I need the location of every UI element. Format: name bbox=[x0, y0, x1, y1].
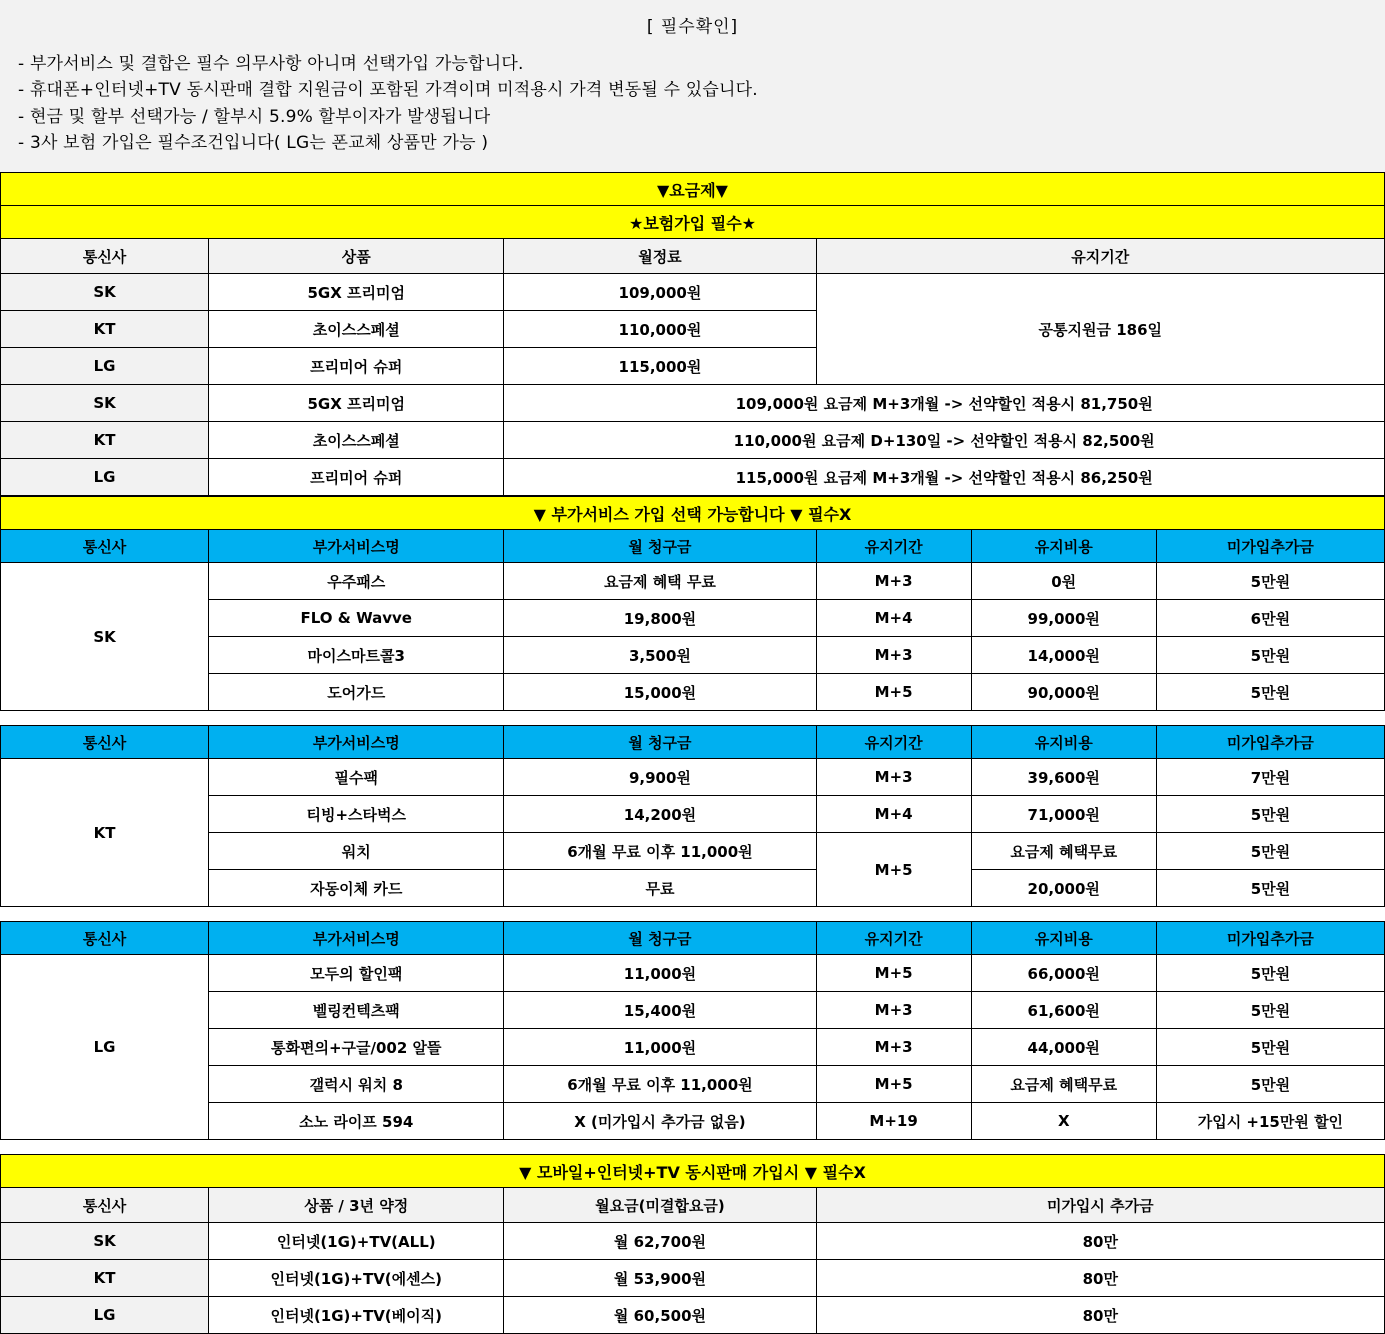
vas-cost: 71,000원 bbox=[971, 796, 1156, 833]
combo-header-monthly: 월요금(미결합요금) bbox=[504, 1188, 816, 1223]
table-row bbox=[1, 459, 1385, 496]
vas-name: FLO & Wavve bbox=[209, 600, 504, 637]
plan-header-fee: 월정료 bbox=[504, 239, 816, 274]
plan-carrier: KT bbox=[1, 311, 209, 348]
combo-monthly: 월 53,900원 bbox=[504, 1260, 816, 1297]
plan-fee: 110,000원 bbox=[504, 311, 816, 348]
vas-header-monthly: 월 청구금 bbox=[504, 922, 816, 955]
vas-cost: 0원 bbox=[971, 563, 1156, 600]
plan-product: 5GX 프리미엄 bbox=[209, 385, 504, 422]
vas-cost: 14,000원 bbox=[971, 637, 1156, 674]
table-row bbox=[1, 1103, 1385, 1140]
plan-carrier: KT bbox=[1, 422, 209, 459]
combo-penalty: 80만 bbox=[816, 1260, 1384, 1297]
vas-cost: 61,600원 bbox=[971, 992, 1156, 1029]
plan-fee: 109,000원 bbox=[504, 274, 816, 311]
combo-header-carrier: 통신사 bbox=[1, 1188, 209, 1223]
plan-header-row bbox=[1, 239, 1385, 274]
page-title: [ 필수확인] bbox=[646, 17, 739, 37]
vas-cost: 66,000원 bbox=[971, 955, 1156, 992]
vas-table-kt bbox=[0, 725, 1385, 907]
vas-carrier-sk: SK bbox=[1, 563, 209, 711]
table-row bbox=[1, 796, 1385, 833]
combo-monthly: 월 62,700원 bbox=[504, 1223, 816, 1260]
vas-cost: X bbox=[971, 1103, 1156, 1140]
plan-product: 초이스스페셜 bbox=[209, 311, 504, 348]
vas-table-sk bbox=[0, 496, 1385, 711]
vas-name: 소노 라이프 594 bbox=[209, 1103, 504, 1140]
note-line: - 휴대폰+인터넷+TV 동시판매 결합 지원금이 포함된 가격이며 미적용시 가격 변동될 수 있습니다. bbox=[18, 80, 758, 101]
vas-monthly: 15,000원 bbox=[504, 674, 816, 711]
vas-penalty: 5만원 bbox=[1156, 1066, 1384, 1103]
table-row bbox=[1, 385, 1385, 422]
vas-banner: ▼ 부가서비스 가입 선택 가능합니다 ▼ 필수X bbox=[1, 497, 1385, 530]
plan-fee: 115,000원 bbox=[504, 348, 816, 385]
vas-banner-row bbox=[1, 497, 1385, 530]
note-line: - 부가서비스 및 결합은 필수 의무사항 아니며 선택가입 가능합니다. bbox=[18, 54, 524, 74]
vas-monthly: 요금제 혜택 무료 bbox=[504, 563, 816, 600]
combo-product: 인터넷(1G)+TV(베이직) bbox=[209, 1297, 504, 1334]
plan-product: 초이스스페셜 bbox=[209, 422, 504, 459]
combo-monthly: 월 60,500원 bbox=[504, 1297, 816, 1334]
note-line: - 현금 및 할부 선택가능 / 할부시 5.9% 할부이자가 발생됩니다 bbox=[18, 106, 491, 127]
vas-period: M+5 bbox=[816, 674, 971, 711]
plan-table bbox=[0, 172, 1385, 496]
notes-list bbox=[0, 51, 1385, 162]
vas-header-carrier: 통신사 bbox=[1, 922, 209, 955]
table-row bbox=[1, 833, 1385, 870]
combo-banner: ▼ 모바일+인터넷+TV 동시판매 가입시 ▼ 필수X bbox=[1, 1155, 1385, 1188]
vas-penalty: 5만원 bbox=[1156, 637, 1384, 674]
header-block bbox=[0, 0, 1385, 172]
plan-banner-1: ▼요금제▼ bbox=[1, 173, 1385, 206]
vas-penalty: 5만원 bbox=[1156, 870, 1384, 907]
table-row bbox=[1, 600, 1385, 637]
vas-penalty: 7만원 bbox=[1156, 759, 1384, 796]
vas-cost: 90,000원 bbox=[971, 674, 1156, 711]
vas-period: M+4 bbox=[816, 600, 971, 637]
note-line: - 3사 보험 가입은 필수조건입니다( LG는 폰교체 상품만 가능 ) bbox=[18, 133, 489, 154]
vas-penalty: 5만원 bbox=[1156, 992, 1384, 1029]
vas-header-monthly: 월 청구금 bbox=[504, 726, 816, 759]
vas-cost: 20,000원 bbox=[971, 870, 1156, 907]
plan-detail: 115,000원 요금제 M+3개월 -> 선약할인 적용시 86,250원 bbox=[504, 459, 1385, 496]
table-row bbox=[1, 1223, 1385, 1260]
vas-header-row bbox=[1, 922, 1385, 955]
vas-penalty: 가입시 +15만원 할인 bbox=[1156, 1103, 1384, 1140]
combo-carrier: LG bbox=[1, 1297, 209, 1334]
plan-carrier: SK bbox=[1, 274, 209, 311]
plan-detail: 110,000원 요금제 D+130일 -> 선약할인 적용시 82,500원 bbox=[504, 422, 1385, 459]
vas-name: 벨링컨텍츠팩 bbox=[209, 992, 504, 1029]
vas-name: 필수팩 bbox=[209, 759, 504, 796]
table-row bbox=[1, 674, 1385, 711]
vas-period: M+3 bbox=[816, 1029, 971, 1066]
vas-name: 우주패스 bbox=[209, 563, 504, 600]
plan-detail: 109,000원 요금제 M+3개월 -> 선약할인 적용시 81,750원 bbox=[504, 385, 1385, 422]
plan-header-product: 상품 bbox=[209, 239, 504, 274]
combo-penalty: 80만 bbox=[816, 1223, 1384, 1260]
table-row bbox=[1, 955, 1385, 992]
vas-penalty: 5만원 bbox=[1156, 674, 1384, 711]
vas-header-penalty: 미가입추가금 bbox=[1156, 922, 1384, 955]
vas-header-cost: 유지비용 bbox=[971, 530, 1156, 563]
vas-header-cost: 유지비용 bbox=[971, 726, 1156, 759]
table-row bbox=[1, 1029, 1385, 1066]
vas-monthly: 9,900원 bbox=[504, 759, 816, 796]
vas-monthly: X (미가입시 추가금 없음) bbox=[504, 1103, 816, 1140]
table-row bbox=[1, 1297, 1385, 1334]
vas-period: M+4 bbox=[816, 796, 971, 833]
vas-penalty: 5만원 bbox=[1156, 833, 1384, 870]
vas-header-period: 유지기간 bbox=[816, 726, 971, 759]
section-spacer bbox=[0, 907, 1385, 921]
vas-period: M+3 bbox=[816, 563, 971, 600]
vas-penalty: 6만원 bbox=[1156, 600, 1384, 637]
vas-header-name: 부가서비스명 bbox=[209, 922, 504, 955]
table-row bbox=[1, 422, 1385, 459]
section-spacer bbox=[0, 711, 1385, 725]
vas-period: M+3 bbox=[816, 759, 971, 796]
vas-name: 마이스마트콜3 bbox=[209, 637, 504, 674]
plan-banner-row-2 bbox=[1, 206, 1385, 239]
vas-header-penalty: 미가입추가금 bbox=[1156, 726, 1384, 759]
vas-monthly: 6개월 무료 이후 11,000원 bbox=[504, 1066, 816, 1103]
combo-banner-row bbox=[1, 1155, 1385, 1188]
vas-monthly: 무료 bbox=[504, 870, 816, 907]
table-row bbox=[1, 1260, 1385, 1297]
vas-name: 통화편의+구글/002 알뜰 bbox=[209, 1029, 504, 1066]
vas-name: 자동이체 카드 bbox=[209, 870, 504, 907]
table-row bbox=[1, 870, 1385, 907]
plan-product: 프리미어 슈퍼 bbox=[209, 348, 504, 385]
vas-cost: 요금제 혜택무료 bbox=[971, 833, 1156, 870]
combo-header-penalty: 미가입시 추가금 bbox=[816, 1188, 1384, 1223]
vas-monthly: 3,500원 bbox=[504, 637, 816, 674]
vas-header-period: 유지기간 bbox=[816, 922, 971, 955]
vas-period: M+5 bbox=[816, 955, 971, 992]
plan-banner-2: ★보험가입 필수★ bbox=[1, 206, 1385, 239]
table-row bbox=[1, 563, 1385, 600]
vas-header-period: 유지기간 bbox=[816, 530, 971, 563]
vas-penalty: 5만원 bbox=[1156, 796, 1384, 833]
vas-penalty: 5만원 bbox=[1156, 1029, 1384, 1066]
vas-name: 티빙+스타벅스 bbox=[209, 796, 504, 833]
vas-name: 갤럭시 워치 8 bbox=[209, 1066, 504, 1103]
vas-header-name: 부가서비스명 bbox=[209, 530, 504, 563]
vas-name: 모두의 할인팩 bbox=[209, 955, 504, 992]
table-row bbox=[1, 992, 1385, 1029]
vas-cost: 99,000원 bbox=[971, 600, 1156, 637]
table-row bbox=[1, 637, 1385, 674]
combo-carrier: KT bbox=[1, 1260, 209, 1297]
vas-monthly: 14,200원 bbox=[504, 796, 816, 833]
vas-period: M+3 bbox=[816, 992, 971, 1029]
plan-carrier: LG bbox=[1, 459, 209, 496]
combo-penalty: 80만 bbox=[816, 1297, 1384, 1334]
vas-penalty: 5만원 bbox=[1156, 955, 1384, 992]
vas-period: M+5 bbox=[816, 1066, 971, 1103]
combo-header-row bbox=[1, 1188, 1385, 1223]
vas-header-penalty: 미가입추가금 bbox=[1156, 530, 1384, 563]
plan-carrier: LG bbox=[1, 348, 209, 385]
combo-carrier: SK bbox=[1, 1223, 209, 1260]
vas-header-carrier: 통신사 bbox=[1, 726, 209, 759]
vas-carrier-kt: KT bbox=[1, 759, 209, 907]
vas-header-cost: 유지비용 bbox=[971, 922, 1156, 955]
vas-period-merged: M+5 bbox=[816, 833, 971, 907]
plan-banner-row bbox=[1, 173, 1385, 206]
vas-name: 워치 bbox=[209, 833, 504, 870]
vas-cost: 39,600원 bbox=[971, 759, 1156, 796]
table-row bbox=[1, 759, 1385, 796]
plan-carrier: SK bbox=[1, 385, 209, 422]
vas-cost: 요금제 혜택무료 bbox=[971, 1066, 1156, 1103]
combo-product: 인터넷(1G)+TV(에센스) bbox=[209, 1260, 504, 1297]
vas-penalty: 5만원 bbox=[1156, 563, 1384, 600]
vas-period: M+19 bbox=[816, 1103, 971, 1140]
vas-monthly: 15,400원 bbox=[504, 992, 816, 1029]
vas-name: 도어가드 bbox=[209, 674, 504, 711]
vas-cost: 44,000원 bbox=[971, 1029, 1156, 1066]
vas-header-name: 부가서비스명 bbox=[209, 726, 504, 759]
vas-period: M+3 bbox=[816, 637, 971, 674]
section-spacer bbox=[0, 1140, 1385, 1154]
plan-product: 5GX 프리미엄 bbox=[209, 274, 504, 311]
vas-monthly: 19,800원 bbox=[504, 600, 816, 637]
plan-product: 프리미어 슈퍼 bbox=[209, 459, 504, 496]
vas-table-lg bbox=[0, 921, 1385, 1140]
vas-monthly: 6개월 무료 이후 11,000원 bbox=[504, 833, 816, 870]
vas-header-carrier: 통신사 bbox=[1, 530, 209, 563]
plan-header-carrier: 통신사 bbox=[1, 239, 209, 274]
plan-period-merged: 공통지원금 186일 bbox=[816, 274, 1384, 385]
table-row bbox=[1, 274, 1385, 311]
combo-header-product: 상품 / 3년 약정 bbox=[209, 1188, 504, 1223]
vas-header-row bbox=[1, 726, 1385, 759]
vas-header-monthly: 월 청구금 bbox=[504, 530, 816, 563]
vas-header-row bbox=[1, 530, 1385, 563]
combo-product: 인터넷(1G)+TV(ALL) bbox=[209, 1223, 504, 1260]
vas-carrier-lg: LG bbox=[1, 955, 209, 1140]
combo-table bbox=[0, 1154, 1385, 1334]
table-row bbox=[1, 1066, 1385, 1103]
vas-monthly: 11,000원 bbox=[504, 1029, 816, 1066]
plan-header-period: 유지기간 bbox=[816, 239, 1384, 274]
vas-monthly: 11,000원 bbox=[504, 955, 816, 992]
